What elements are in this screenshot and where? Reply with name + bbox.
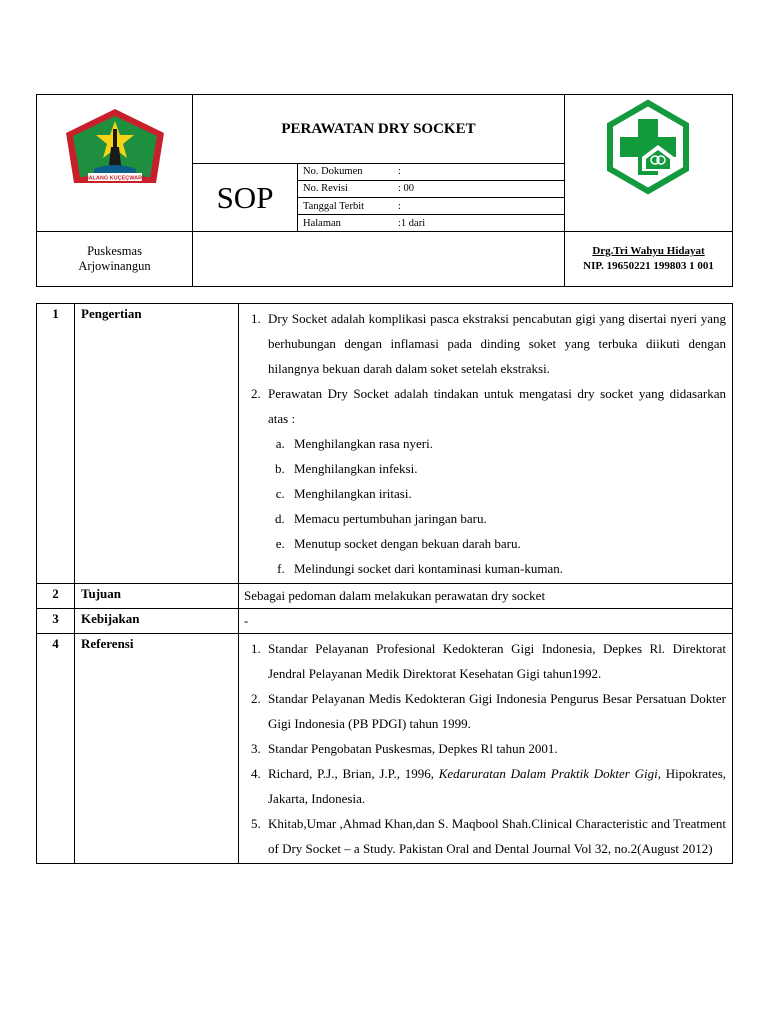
reference-item: 5. Khitab,Umar ,Ahmad Khan,dan S. Maqbool Shah.Clinical Characteristic and Treatment of Dry Socket – a Study. Pakistan Oral and Dental Journal Vol 32, no.2(August 2012) bbox=[264, 811, 726, 861]
sop-label: SOP bbox=[193, 164, 298, 232]
section-label: Pengertian bbox=[75, 304, 239, 584]
signer-nip: NIP. 19650221 199803 1 001 bbox=[583, 260, 714, 272]
reference-item bbox=[264, 761, 726, 811]
list-item-text: Perawatan Dry Socket adalah tindakan untuk mengatasi dry socket yang didasarkan atas : bbox=[268, 386, 726, 426]
section-content: - bbox=[239, 609, 733, 634]
malang-city-emblem-icon bbox=[64, 107, 166, 189]
sub-list-item: a. Menghilangkan rasa nyeri. bbox=[288, 431, 726, 456]
section-label: Referensi bbox=[75, 634, 239, 864]
doc-field-row bbox=[298, 164, 564, 180]
logo-right-cell bbox=[565, 95, 733, 232]
doc-field-value: :1 dari bbox=[398, 217, 426, 229]
signature-block bbox=[565, 232, 733, 287]
org-line-1: Puskesmas bbox=[87, 244, 142, 258]
sop-content-table bbox=[36, 303, 733, 864]
section-content bbox=[239, 634, 733, 864]
doc-field-row bbox=[298, 215, 564, 231]
section-row-pengertian bbox=[37, 304, 733, 584]
sub-list-item: f. Melindungi socket dari kontaminasi kuman-kuman. bbox=[288, 556, 726, 581]
section-number: 1 bbox=[37, 304, 75, 584]
sub-list-item: c. Menghilangkan iritasi. bbox=[288, 481, 726, 506]
doc-field-row bbox=[298, 197, 564, 214]
section-content: Sebagai pedoman dalam melakukan perawatan dry socket bbox=[239, 584, 733, 609]
list-item: 1. Dry Socket adalah komplikasi pasca ekstraksi pencabutan gigi yang disertai nyeri yang berhubungan dengan inflamasi pada dinding soket yang terbuka diikuti dengan hilangnya bekuan darah dalam soket setelah ekstraksi. bbox=[264, 306, 726, 381]
sub-list-item: e. Menutup socket dengan bekuan darah baru. bbox=[288, 531, 726, 556]
doc-field-value: : bbox=[398, 200, 401, 212]
doc-field-value: : bbox=[398, 166, 401, 178]
reference-text: Richard, P.J., Brian, J.P., 1996, bbox=[268, 766, 439, 781]
doc-field-label: Halaman bbox=[303, 217, 341, 229]
list-item bbox=[264, 381, 726, 581]
reference-item: 3. Standar Pengobatan Puskesmas, Depkes Rl tahun 2001. bbox=[264, 736, 726, 761]
reference-book-title: Kedaruratan Dalam Praktik Dokter Gigi, bbox=[438, 766, 661, 781]
sub-list-item: b. Menghilangkan infeksi. bbox=[288, 456, 726, 481]
blank-cell bbox=[193, 232, 565, 287]
document-info-cell bbox=[298, 164, 565, 232]
section-number: 2 bbox=[37, 584, 75, 609]
section-row-tujuan bbox=[37, 584, 733, 609]
section-row-referensi bbox=[37, 634, 733, 864]
sub-list bbox=[268, 431, 726, 581]
doc-field-value: : 00 bbox=[398, 183, 415, 195]
logo-cell bbox=[37, 95, 193, 232]
definition-list bbox=[244, 306, 726, 581]
section-number: 3 bbox=[37, 609, 75, 634]
reference-list bbox=[244, 636, 726, 861]
puskesmas-health-logo-icon bbox=[602, 99, 694, 195]
section-label: Kebijakan bbox=[75, 609, 239, 634]
sop-header bbox=[36, 94, 733, 287]
doc-field-label: No. Dokumen bbox=[303, 166, 363, 178]
reference-item: 2. Standar Pelayanan Medis Kedokteran Gigi Indonesia Pengurus Besar Persatuan Dokter Gigi Indonesia (PB PDGI) tahun 1999. bbox=[264, 686, 726, 736]
section-label: Tujuan bbox=[75, 584, 239, 609]
org-line-2: Arjowinangun bbox=[78, 259, 151, 273]
reference-item: 1. Standar Pelayanan Profesional Kedokteran Gigi Indonesia, Depkes Rl. Direktorat Jendral Pelayanan Medik Direktorat Kesehatan Gigi tahun1992. bbox=[264, 636, 726, 686]
sub-list-item: d. Memacu pertumbuhan jaringan baru. bbox=[288, 506, 726, 531]
document-info-table bbox=[298, 164, 564, 231]
section-row-kebijakan bbox=[37, 609, 733, 634]
doc-field-label: Tanggal Terbit bbox=[303, 200, 365, 212]
document-title: PERAWATAN DRY SOCKET bbox=[193, 95, 565, 164]
doc-field-label: No. Revisi bbox=[303, 183, 348, 195]
section-number: 4 bbox=[37, 634, 75, 864]
doc-field-row bbox=[298, 180, 564, 197]
reference-text: Hipokrates, Jakarta, Indonesia. bbox=[268, 766, 727, 806]
section-content bbox=[239, 304, 733, 584]
emblem-motto: MALANG KUÇEÇWARA bbox=[83, 175, 147, 182]
signer-name: Drg.Tri Wahyu Hidayat bbox=[592, 245, 705, 257]
organization-name bbox=[37, 232, 193, 287]
